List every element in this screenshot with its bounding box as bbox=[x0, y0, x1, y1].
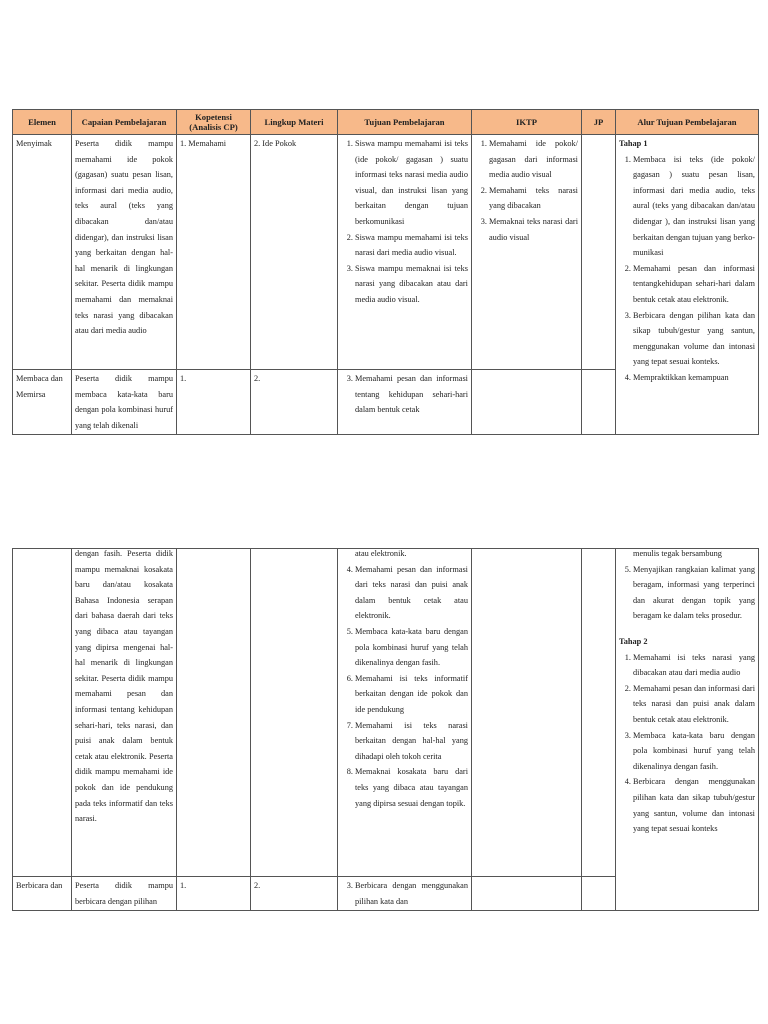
cell-iktp bbox=[472, 135, 582, 370]
list-item: 3. Berbicara dengan menggunakan pilihan kata dan bbox=[355, 878, 468, 909]
cell-capaian: Peserta didik mampu memahami ide pokok (gagasan) suatu pesan lisan, informasi dari media audio, teks aural (teks yang dibacakan dan/atau didengar), dan instruksi lisan yang berkaitan dengan hal-hal menarik di lingkungan sekitar. Peserta didik mampu memahami dan memaknai teks narasi yang dibacakan atau dari media audio bbox=[72, 135, 177, 370]
cell-iktp bbox=[472, 877, 582, 911]
header-jp: JP bbox=[582, 110, 616, 135]
list-item: 2. Siswa mampu memahami isi teks narasi dari media audio visual. bbox=[355, 230, 468, 261]
alur-cont: menulis tegak bersambung bbox=[633, 549, 722, 558]
table-row bbox=[13, 135, 759, 370]
page1-table bbox=[12, 109, 759, 435]
cell-kompetensi: 1. bbox=[177, 877, 251, 911]
list-item: 1. Memahami ide pokok/ gagasan dari informasi media audio visual bbox=[489, 136, 578, 183]
cell-elemen bbox=[13, 549, 72, 877]
list-item: 4. Memahami pesan dan informasi dari teks narasi dan puisi anak dalam bentuk cetak atau elektronik. bbox=[355, 562, 468, 624]
list-item: 7. Memahami isi teks narasi berkaitan dengan hal-hal yang dihadapi oleh tokoh cerita bbox=[355, 718, 468, 765]
list-item: 4. Mempraktikkan kemampuan bbox=[633, 370, 755, 386]
cell-capaian: Peserta didik mampu berbicara dengan pilihan bbox=[72, 877, 177, 911]
header-tujuan: Tujuan Pembelajaran bbox=[338, 110, 472, 135]
header-kompetensi: Kopetensi (Analisis CP) bbox=[177, 110, 251, 135]
cell-iktp bbox=[472, 370, 582, 435]
alur-list bbox=[619, 152, 755, 386]
capaian-cont: dengan fasih. Peserta didik mampu memaknai kosakata baru dan/atau kosakata Bahasa Indonesia serapan dari bahasa daerah dari teks yang dibaca atau tayangan yang dipirsa mengenai hal-hal menarik di lingkungan sekitar. Peserta didik mampu memahami pesan dan informasi tentang kehidupan sehari-hari, teks narasi, dan puisi anak dalam bentuk cetak atau elektronik. Peserta didik mampu memahami ide pokok dan ide pendukung pada teks informatif dan teks narasi. bbox=[75, 549, 173, 824]
page2-table bbox=[12, 548, 759, 911]
tujuan-list bbox=[341, 136, 468, 308]
cell-capaian: Peserta didik mampu membaca kata-kata baru dengan pola kombinasi huruf yang telah dikenali bbox=[72, 370, 177, 435]
alur2-title: Tahap 2 bbox=[619, 636, 648, 646]
header-iktp: IKTP bbox=[472, 110, 582, 135]
table-row bbox=[13, 549, 759, 877]
header-lingkup: Lingkup Materi bbox=[251, 110, 338, 135]
iktp-list bbox=[475, 136, 578, 245]
cell-lingkup: 2. bbox=[251, 877, 338, 911]
cell-lingkup: 2. Ide Pokok bbox=[251, 135, 338, 370]
cell-lingkup bbox=[251, 549, 338, 877]
alur-title: Tahap 1 bbox=[619, 139, 648, 148]
cell-alur bbox=[616, 549, 759, 911]
tujuan-list bbox=[341, 878, 468, 909]
cell-alur bbox=[616, 135, 759, 435]
header-capaian: Capaian Pembelajaran bbox=[72, 110, 177, 135]
cell-elemen: Menyimak bbox=[13, 135, 72, 370]
cell-kompetensi: 1. Memahami bbox=[177, 135, 251, 370]
list-item: 1. Membaca isi teks (ide pokok/ gagasan ) suatu pesan lisan, informasi dari media audio, teks aural (teks yang dibacakan dan/atau didengar ), dan instruksi lisan yang berkaitan dengan tujuan yang berko-munikasi bbox=[633, 152, 755, 261]
list-item: 3. Memahami pesan dan informasi tentang kehidupan sehari-hari dalam bentuk cetak bbox=[355, 371, 468, 418]
alur2-list bbox=[619, 650, 755, 837]
list-item: 5. Menyajikan rangkaian kalimat yang beragam, informasi yang terperinci dan akurat dengan topik yang beragam ke dalam teks prosedur. bbox=[633, 562, 755, 624]
list-item: 2. Memahami pesan dan informasi dari teks narasi dan puisi anak dalam bentuk cetak atau elektronik. bbox=[633, 681, 755, 728]
cell-tujuan bbox=[338, 877, 472, 911]
list-item: 3. Memaknai teks narasi dari audio visual bbox=[489, 214, 578, 245]
cell-kompetensi bbox=[177, 549, 251, 877]
list-item: 8. Memaknai kosakata baru dari teks yang dibaca atau tayangan yang dipirsa sesuai dengan topik. bbox=[355, 764, 468, 811]
list-item: 6. Memahami isi teks informatif berkaitan dengan ide pokok dan ide pendukung bbox=[355, 671, 468, 718]
cell-jp bbox=[582, 135, 616, 370]
list-item: 2. Memahami teks narasi yang dibacakan bbox=[489, 183, 578, 214]
cell-tujuan bbox=[338, 549, 472, 877]
list-item: 1. Siswa mampu memahami isi teks (ide pokok/ gagasan ) suatu informasi teks narasi media audio visual, dan instruksi lisan yang berkaitan dengan tujuan berkomunikasi bbox=[355, 136, 468, 230]
tujuan-list bbox=[341, 371, 468, 418]
cell-elemen: Berbicara dan bbox=[13, 877, 72, 911]
cell-tujuan bbox=[338, 135, 472, 370]
cell-jp bbox=[582, 877, 616, 911]
list-item: 5. Membaca kata-kata baru dengan pola kombinasi huruf yang telah dikenalinya dengan fasih. bbox=[355, 624, 468, 671]
list-item: 3. Berbicara dengan pilihan kata dan sikap tubuh/gestur yang santun, menggunakan volume dan intonasi yang tepat sesuai konteks. bbox=[633, 308, 755, 370]
cell-jp bbox=[582, 370, 616, 435]
cell-jp bbox=[582, 549, 616, 877]
cell-iktp bbox=[472, 549, 582, 877]
cell-elemen: Membaca dan Memirsa bbox=[13, 370, 72, 435]
list-item: 1. Memahami isi teks narasi yang dibacakan atau dari media audio bbox=[633, 650, 755, 681]
alur-list bbox=[619, 562, 755, 624]
header-elemen: Elemen bbox=[13, 110, 72, 135]
cell-tujuan bbox=[338, 370, 472, 435]
list-item: 4. Berbicara dengan menggunakan pilihan kata dan sikap tubuh/gestur yang santun, volume dan intonasi yang tepat sesuai konteks bbox=[633, 774, 755, 836]
list-item: 2. Memahami pesan dan informasi tentangkehidupan sehari-hari dalam bentuk cetak atau elektronik. bbox=[633, 261, 755, 308]
cell-capaian bbox=[72, 549, 177, 877]
header-alur: Alur Tujuan Pembelajaran bbox=[616, 110, 759, 135]
tujuan-cont: atau elektronik. bbox=[355, 549, 407, 558]
tujuan-list bbox=[341, 562, 468, 812]
cell-kompetensi: 1. bbox=[177, 370, 251, 435]
list-item: 3. Membaca kata-kata baru dengan pola kombinasi huruf yang telah dikenalinya dengan fasih. bbox=[633, 728, 755, 775]
header-row bbox=[13, 110, 759, 135]
list-item: 3. Siswa mampu memaknai isi teks narasi yang dibacakan atau dari media audio visual. bbox=[355, 261, 468, 308]
cell-lingkup: 2. bbox=[251, 370, 338, 435]
